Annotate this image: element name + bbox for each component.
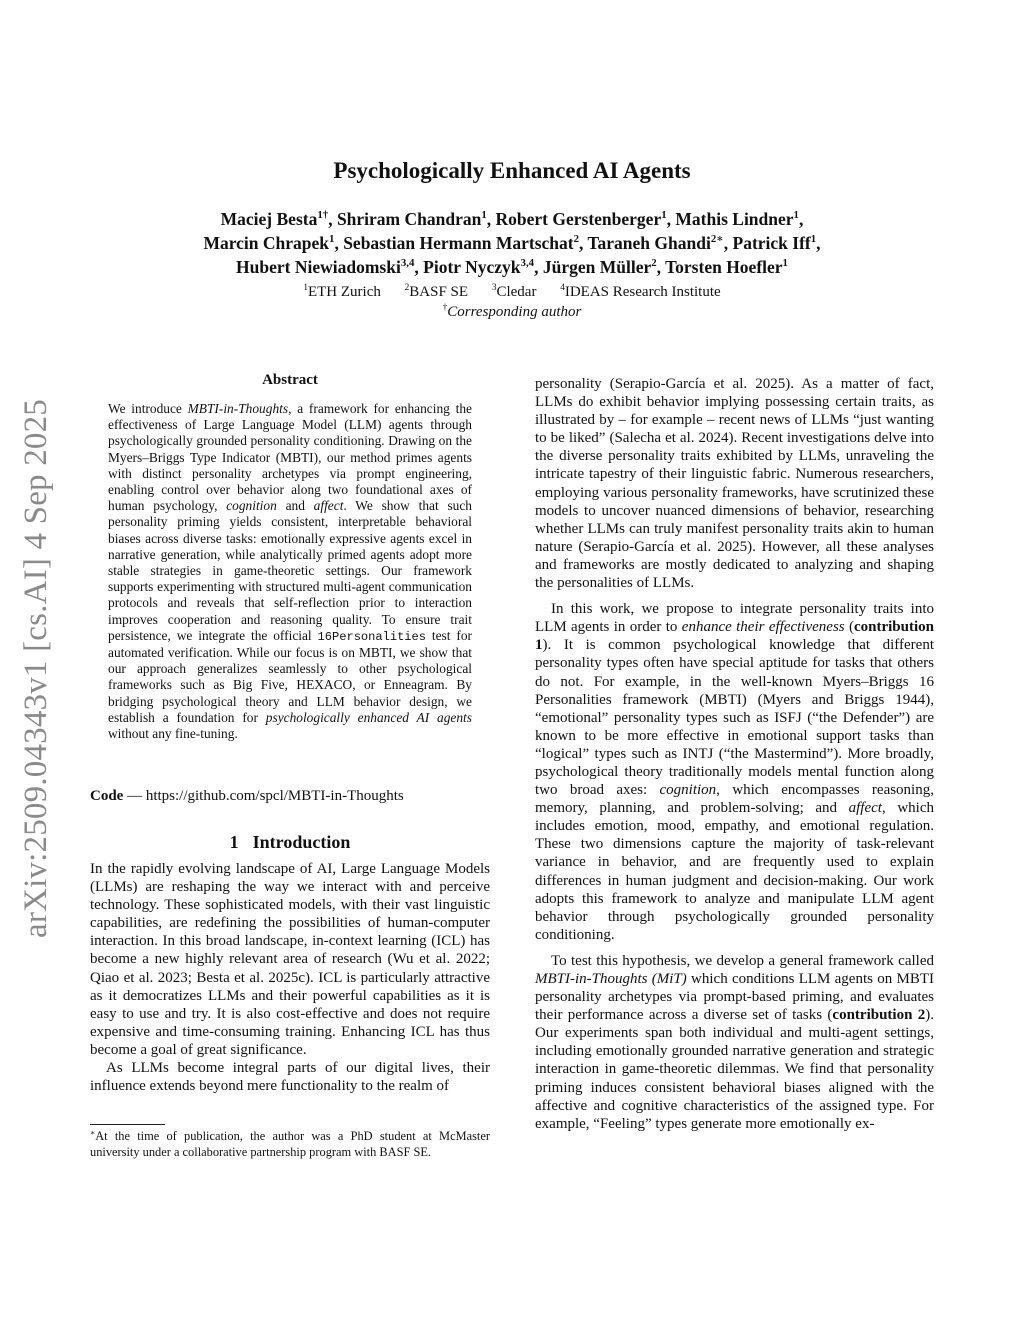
author-separator: , [334,233,344,253]
abstract-code: 16Personalities [317,629,426,644]
author-affil-mark: 2 [651,256,657,269]
author-name: Mathis Lindner [675,209,794,229]
abstract-emphasis: psychologically enhanced AI agents [265,709,472,725]
author-name: Maciej Besta [220,209,318,229]
abstract-text: . We show that such personality priming yields consistent, interpretable behavioral biases across diverse tasks: emotionally expressive agents excel in narrative generation, while analytically primed agents adopt more stable strategies in game-theoretic settings. Our framework supports experimenting with structured multi-agent communication protocols and reveals that self-reflection prior to interaction improves cooperation and reasoning quality. To ensure trait persistence, we integrate the official [108,498,472,643]
author-name: Torsten Hoefler [665,257,783,277]
abstract-text: We introduce [108,401,188,416]
author-name: Jürgen Müller [542,257,652,277]
author-name: Sebastian Hermann Martschat [343,233,574,253]
paragraph-text: , which includes emotion, mood, empathy, and emotional regulation. These two dimensions capture the majority of task-relevant variance in behavior, and are frequently used to explain differences in human judgment and decision-making. Our work adopts this framework to analyze and manipulate LLM agent behavior through psychologically grounded personality conditioning. [535,800,934,943]
emphasis: MBTI-in-Thoughts (MiT) [535,971,687,987]
introduction-text [90,860,490,1095]
abstract-emphasis: cognition [226,498,277,514]
author-name: Marcin Chrapek [203,233,330,253]
paragraph-text: In this work, we propose to integrate personality traits into LLM agents in order to [535,601,934,636]
footnote [90,1129,490,1160]
abstract-text: and [276,498,314,514]
affiliation-name: ETH Zurich [307,284,381,300]
affiliations [0,282,1024,322]
corresponding-mark: † [442,302,448,313]
author-affil-mark: 1 [481,208,487,221]
author-affil-mark: 1 [329,232,335,245]
corresponding-text: Corresponding author [447,304,582,320]
emphasis: cognition [659,782,717,799]
paragraph: In the rapidly evolving landscape of AI, Large Language Models (LLMs) are reshaping the way we interact with and perceive technology. These sophisticated models, with their vast linguistic capabilities, are redefining the possibilities of human-computer interaction. In this broad landscape, in-context learning (ICL) has become a new highly relevant area of research (Wu et al. 2022; Qiao et al. 2023; Besta et al. 2025c). ICL is particularly attractive as it democratizes LLMs and their powerful capabilities as it is easy to use and try. It is also cost-effective and does not require expensive and time-consuming training. Enhancing ICL has thus become a goal of great significance. [90,861,490,1058]
footnote-mark: ∗ [90,1127,96,1137]
author-line-3 [0,255,1024,279]
affiliation [492,284,537,300]
author-affil-mark: 1 [810,232,817,245]
paragraph-text: which conditions LLM agents on MBTI personality archetypes via prompt-based priming, and evaluates their performance across a diverse set of tasks ( [535,971,934,1024]
author-separator: , [798,209,804,229]
affiliation-name: Cledar [496,284,537,300]
affiliation-mark: 2 [404,282,410,293]
author-separator: , [414,257,424,277]
paragraph: personality (Serapio-García et al. 2025). As a matter of fact, LLMs do exhibit behavior implying possessing certain traits, as illustrated by – for example – recent news of LLMs “just wanting to be liked” (Salecha et al. 2024). Recent investigations delve into the diverse personality traits exhibited by LLMs, unraveling the intricate tapestry of their linguistic fabric. Numerous researchers, employing various personality frameworks, have scrutinized these models to uncover nuanced dimensions of behavior, researching whether LLMs can truly manifest personality traits akin to human nature (Serapio-García et al. 2025). However, all these analyses and frameworks are mostly dedicated to analyzing and shaping the personalities of LLMs. [535,376,934,592]
abstract-heading: Abstract [262,372,318,388]
code-label: Code [90,788,124,804]
abstract-text: , a framework for enhancing the effectiveness of Large Language Model (LLM) agents through psychologically grounded personality conditioning. Drawing on the Myers–Briggs Type Indicator (MBTI), our method primes agents with distinct personality archetypes via prompt engineering, enabling control over behavior along two foundational axes of human psychology, [108,401,472,514]
author-separator: , [666,209,676,229]
paragraph-text: ). Our experiments span both individual and multi-agent settings, including emotionally grounded narrative generation and strategic interaction in game-theoretic dilemmas. We find that personality priming induces consistent behavioral biases aligned with the affective and cognitive characteristics of the assigned type. For example, “Feeling” types generate more emotionally ex- [535,1007,934,1132]
author-affil-mark: 1† [317,208,329,221]
author-affil-mark: 1 [793,208,799,221]
paragraph: As LLMs become integral parts of our digital lives, their influence extends beyond mere functionality to the realm of [90,1060,490,1095]
section-heading [90,832,490,853]
author-separator: , [328,209,337,229]
author-name: Robert Gerstenberger [495,209,662,229]
author-affil-mark: 3,4 [520,256,535,269]
author-name: Shriram Chandran [336,209,482,229]
author-affil-mark: 2 [573,232,580,245]
author-affil-mark: 1 [661,208,667,221]
abstract-text: test for automated verification. While our focus is on MBTI, we show that our approach generalizes seamlessly to other psychological frameworks such as Big Five, HEXACO, or Enneagram. By bridging psychological theory and LLM behavior design, we establish a foundation for [108,627,472,725]
code-url-link[interactable]: https://github.com/spcl/MBTI-in-Thoughts [145,788,404,804]
author-separator: , [534,257,543,277]
affiliation-mark: 4 [560,282,565,293]
contribution-label: contribution 1 [535,619,934,654]
corresponding-author-note [0,302,1024,322]
affiliation-list [0,282,1024,302]
footnote-rule [90,1124,165,1125]
footnote-text: At the time of publication, the author was a PhD student at McMaster university under a collaborative partnership program with BASF SE. [90,1129,490,1159]
author-line-2 [0,231,1024,255]
paragraph-text: , which encompasses reasoning, memory, planning, and problem-solving; and [535,782,934,817]
paragraph [535,600,934,944]
abstract-emphasis: affect [313,498,344,514]
author-separator: , [656,257,666,277]
author-affil-mark: 1 [782,256,788,269]
emphasis: affect [848,800,882,817]
author-line-1 [0,207,1024,231]
affiliation [560,284,720,300]
code-link-line [90,788,490,805]
paragraph-text: To test this hypothesis, we develop a general framework called [551,952,934,969]
affiliation [405,284,468,300]
author-name: Hubert Niewiadomski [236,257,401,277]
contribution-label: contribution 2 [832,1007,926,1024]
abstract-body [108,401,472,742]
author-name: Piotr Nyczyk [423,257,521,277]
paragraph [535,952,934,1133]
author-affil-mark: 2∗ [710,232,724,245]
section-number: 1 [229,832,239,852]
abstract-emphasis: MBTI-in-Thoughts [187,401,289,416]
paper-title: Psychologically Enhanced AI Agents [333,158,691,183]
affiliation-mark: 3 [491,282,497,293]
right-column-text [535,375,934,1133]
author-name: Patrick Iff [732,233,811,253]
author-separator: , [579,233,588,253]
affiliation-name: IDEAS Research Institute [564,284,721,300]
emphasis: enhance their effectiveness [681,619,845,636]
author-list [0,207,1024,279]
affiliation [303,284,381,300]
section-title: Introduction [252,832,351,852]
author-separator: , [816,233,821,253]
affiliation-name: BASF SE [409,284,469,300]
arxiv-identifier: arXiv:2509.04343v1 [cs.AI] 4 Sep 2025 [18,399,54,938]
code-dash: — [123,788,146,804]
abstract-text: without any fine-tuning. [108,726,238,742]
author-affil-mark: 3,4 [400,256,415,269]
author-separator: , [723,233,733,253]
paragraph-text: ). It is common psychological knowledge that different personality types often have special aptitude for tasks that others do not. For example, in the well-known Myers–Briggs 16 Personalities framework (MBTI) (Myers and Briggs 1944), “emotional” personality types such as ISFJ (“the Defender”) are known to be more effective in emotional support tasks than “logical” types such as INTJ (“the Mastermind”). More broadly, psychological theory traditionally models mental function along two broad axes: [535,637,934,799]
affiliation-mark: 1 [303,282,308,293]
author-name: Taraneh Ghandi [587,233,711,253]
paragraph-text: ( [844,619,854,636]
author-separator: , [486,209,496,229]
